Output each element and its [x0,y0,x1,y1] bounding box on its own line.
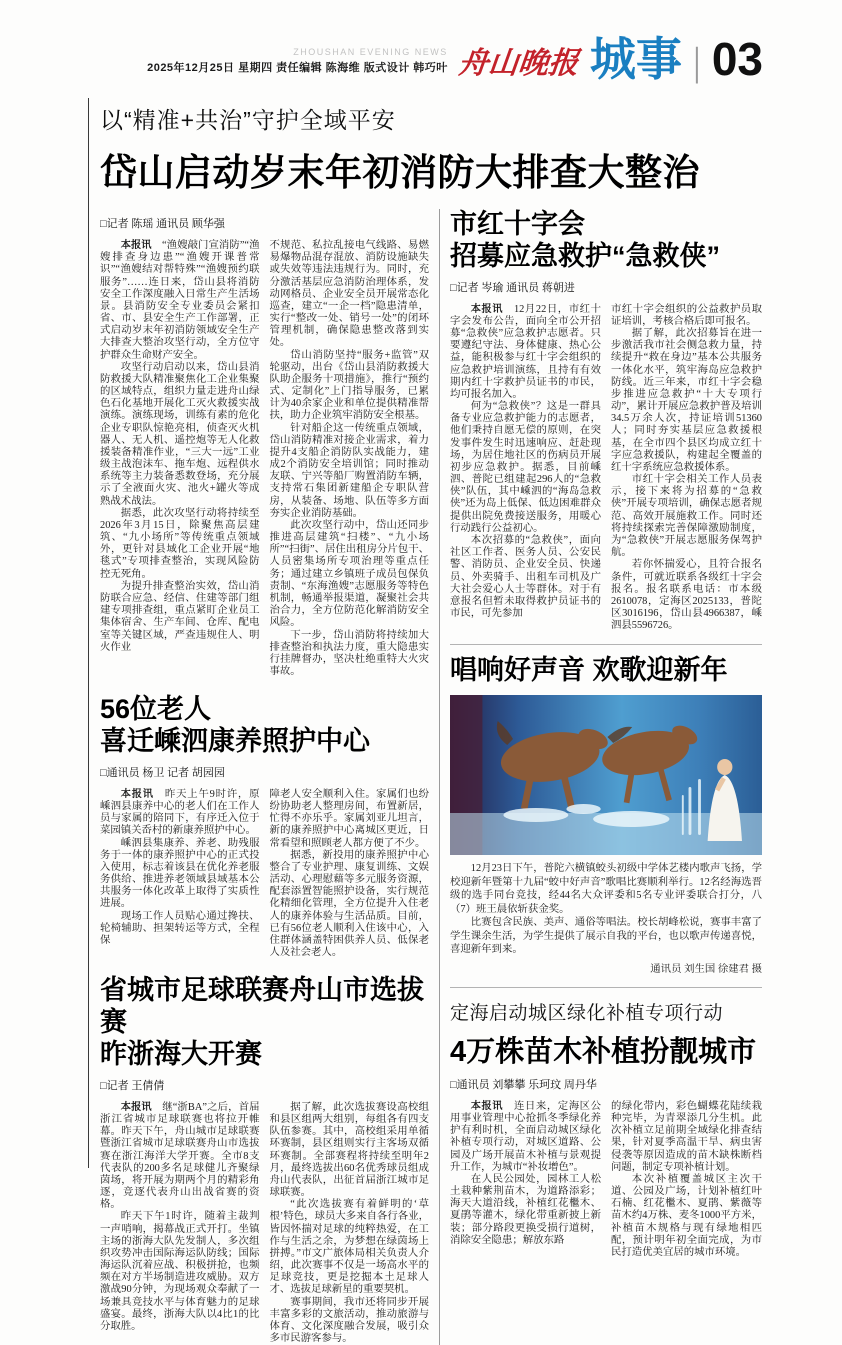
paragraph: “此次选拔赛有着鲜明的‘草根’特色，球员大多来自各行各业，皆因怀揣对足球的纯粹热爱，在工作与生活之余，为梦想在绿茵场上拼搏。”市文广旅体局相关负责人介绍，此次赛事不仅是一场高水平的足球竞技，更是挖掘本土足球人才、选拔足球新星的重要契机。 [269,1199,429,1296]
fire-byline: □记者 陈瑶 通讯员 顾华强 [100,218,225,230]
elderly-headline-line1: 56位老人 [100,694,212,725]
paragraph: 本次招募的“急救侠”，面向社区工作者、医务人员、公安民警、消防员、企业安全员、快递员、外卖骑手、出租车司机及广大社会爱心人士等群体。对于有意报名但暂未取得救护员证书的市民，可先参加 [450,534,601,620]
football-body-col2 [270,1102,430,1345]
paragraph: 本报讯 继“浙BA”之后，首届浙江省城市足球联赛也将拉开帷幕。昨天下午，舟山城市足球联赛暨浙江省城市足球联赛舟山市选拔赛在浙江海洋大学开赛。全市8支代表队的200多名足球健儿齐聚绿茵场，将开展为期两个月的精彩角逐，竞逐代表舟山出战省赛的资格。 [100,1101,260,1211]
fire-body-col2 [270,240,430,678]
paragraph: 若你怀揣爱心，且符合报名条件，可就近联系各级红十字会报名。报名联系电话：市本级2610078，定海区2025133，普陀区3016196，岱山县4966387，嵊泗县5596726。 [611,559,762,632]
football-byline: □记者 王倩倩 [100,1079,165,1092]
redcross-body-col1 [450,304,601,633]
paragraph: 12月23日下午，普陀六横镇蛟头初级中学体艺楼内歌声飞扬，学校迎新年暨第十九届“蛟中好声音”歌唱比赛顺利举行。12名经海选晋级的选手同台竞技，经44名大众评委和5名专业评委联合打分，八（7）班王晨依斩获金奖。 [450,863,762,915]
fire-headline: 岱山启动岁末年初消防大排查大整治 [100,152,700,193]
football-headline [100,975,429,1071]
football-headline-line2: 昨浙海大开赛 [100,1039,262,1070]
paragraph: 本报讯 “渔嫂敲门宣消防”“渔嫂排查身边患”“渔嫂开课普常识”“渔嫂结对帮特殊”“渔嫂预约联服务”……连日来，岱山县将消防安全工作深度融入日常生产生活场景。县消防安全专业委员会紧扣省、市、县安全生产工作部署，正式启动岁末年初消防领域安全生产大排查大整治攻坚行动，全方位守护群众生命财产安全。 [100,240,260,361]
football-headline-line1: 省城市足球联赛舟山市选拔赛 [100,975,424,1038]
separator-above-song [450,644,762,645]
paragraph: 此次攻坚行动中，岱山还同步推进高层建筑“扫楼”、“九小场所”“扫街”、居住出租房分片包干、人员密集场所专项治理等重点任务；通过建立乡镇班子成员包保负责制、“东海渔嫂”志愿服务等特色机制，畅通举报渠道，凝聚社会共治合力，全方位防范化解消防安全风险。 [269,519,429,629]
paragraph: 何为“急救侠”？这是一群具备专业应急救护能力的志愿者，他们秉持自愿无偿的原则，在突发事件发生时迅速响应、赶赴现场，为居住地社区的伤病员开展初步应急救护。据悉，目前嵊泗、普陀已组建起296人的“急救侠”队伍，其中嵊泗的“海岛急救侠”还为岛上低保、低边困难群众提供出院免费接送服务，用暖心行动践行公益初心。 [450,401,601,534]
page-number: 03 [711,33,763,85]
elderly-headline [100,694,429,758]
right-column-block [439,209,762,1345]
paragraph: 本次补植覆盖城区主次干道、公园及广场，计划补植红叶石楠、红花檵木、夏鹃、紫薇等苗木约4万株、麦冬1000平方米，补植苗木规格与现有绿地相匹配，预计明年初全面完成，为市民打造优美宜居的城市环境。 [611,1173,762,1258]
paragraph: 本报讯 昨天上午9时许，原嵊泗县康养中心的老人们在工作人员与家属的陪同下，有序迁入位于菜园镇关岙村的新康养照护中心。 [100,788,260,837]
green-headline: 4万株苗木补植扮靓城市 [450,1035,757,1068]
photo-credit: 通讯员 刘生国 徐建君 摄 [650,963,762,975]
article-fire-header [100,102,763,196]
green-kicker: 定海启动城区绿化补植专项行动 [450,1002,724,1024]
header-meta [147,47,448,82]
stage-photo-graphic [450,695,762,855]
fire-body-col1 [100,240,260,678]
paragraph: 岱山消防坚持“服务+监管”双轮驱动，出台《岱山县消防救援大队助企服务十项措施》，推行“预约式、定制化”上门指导服务，已累计为40余家企业和单位提供精准帮扶，助力企业筑牢消防安全根基。 [269,349,429,422]
article-elderly [100,694,429,959]
page-header [100,33,763,85]
paragraph: 本报讯 连日来，定海区公用事业管理中心抢抓冬季绿化养护有利时机，全面启动城区绿化补植专项行动，对城区道路、公园及广场开展苗木补植与景观提升工作，为城市“补妆增色”。 [450,1100,602,1173]
separator-above-green [450,987,762,988]
song-headline: 唱响好声音 欢歌迎新年 [450,655,728,686]
redcross-body-col2 [611,304,762,633]
paragraph: 在人民公园处，园林工人松土栽种紫荆苗木，为道路添彩；海天大道沿线，补植红花檵木、夏鹃等灌木，绿化带重新披上新装；部分路段更换受损行道树，消除安全隐患；解放东路 [450,1173,601,1246]
redcross-headline-line1: 市红十字会 [450,209,585,239]
football-body-col1 [100,1102,260,1345]
left-column-block [100,209,429,1345]
elderly-body-col1 [100,789,260,959]
fire-kicker: 以“精准+共治”守护全域平安 [100,107,396,133]
photo-story-song [450,655,762,974]
paragraph: 昨天下午1时许，随着主裁判一声哨响，揭幕战正式开打。坐镇主场的浙海大队先发制人，多次组织攻势冲击国际海运队防线；国际海运队沉着应战、积极拼抢，也频频在对方半场制造进攻威胁。双方激战90分钟，为现场观众奉献了一场兼具竞技水平与体育魅力的足球盛宴。最终，浙海大队以4比1的比分取胜。 [100,1211,260,1332]
green-body-col1 [450,1101,601,1259]
article-redcross [450,209,762,632]
page-content [100,102,763,1345]
paragraph: 据了解，此次选拔赛设高校组和县区组两大组别，每组各有四支队伍参赛。其中，高校组采用单循环赛制，县区组则实行主客场双循环赛制。全部赛程将持续至明年2月，最终选拔出60名优秀球员组成舟山代表队，出征首届浙江城市足球联赛。 [269,1101,429,1199]
paragraph: 为提升排查整治实效，岱山消防联合应急、经信、住建等部门组建专项排查组，重点紧盯企业员工集体宿舍、生产车间、仓库、配电室等关键区域，严查违规住人、明火作业 [100,580,260,653]
page-left-rule [88,98,89,1168]
date-editor-line: 2025年12月25日 星期四 责任编辑 陈海维 版式设计 韩巧叶 [147,61,448,74]
redcross-byline: □记者 岑瑜 通讯员 蒋朝进 [450,281,575,294]
paragraph: 针对船企这一传统重点领域，岱山消防精准对接企业需求，着力提升4支船企消防队实战能力，建成2个消防安全培训馆；同时推动友联、宁兴等船厂购置消防车辆，支持常石集团新建船企专职队营房，从装备、场地、队伍等多方面夯实企业消防基础。 [269,422,429,519]
masthead-english: ZHOUSHAN EVENING NEWS [293,46,448,57]
elderly-body-col2 [270,789,430,959]
paragraph: 不规范、私拉乱接电气线路、易燃易爆物品混存混放、消防设施缺失或失效等违法违规行为。同时，充分激活基层应急消防治理体系，发动网格员、企业安全员开展常态化巡查，建立“一企一档”隐患清单，实行“整改一处、销号一处”的闭环管理机制，确保隐患整改落到实处。 [269,240,429,349]
stage-photo [450,695,762,855]
photo-caption [450,862,762,957]
paragraph: 据了解，此次招募旨在进一步激活我市社会侧急救力量，持续提升“救在身边”基本公共服务一体化水平，筑牢海岛应急救护防线。近三年来，市红十字会稳步推进应急救护“十大专项行动”，累计开展应急救护普及培训34.5万余人次，持证培训51360人；同时夯实基层应急救援根基，在全市四个县区均成立红十字应急救援队，构建起全覆盖的红十字系统应急救援体系。 [611,328,762,473]
paragraph: 障老人安全顺利入住。家属们也纷纷协助老人整理房间，布置新居，忙得不亦乐乎。家属刘亚儿坦言，新的康养照护中心离城区更近，日常看望和照顾老人都方便了不少。 [269,788,429,849]
paragraph: 市红十字会相关工作人员表示，接下来将为招募的“急救侠”开展专项培训，确保志愿者规范、高效开展施救工作。同时还将持续探索完善保障激励制度，为“急救侠”开展志愿服务保驾护航。 [611,474,762,559]
paragraph: 嵊泗县集康养、养老、助残服务于一体的康养照护中心的正式投入使用，标志着该县在优化养老服务供给、推进养老领域县域基本公共服务一体化改革上取得了实质性进展。 [100,837,260,910]
paragraph: 现场工作人员贴心通过搀扶、轮椅辅助、担架转运等方式，全程保 [100,910,260,946]
section-title: 城事 [589,33,682,85]
paragraph: 赛事期间，我市还将同步开展丰富多彩的文旅活动，推动旅游与体育、文化深度融合发展，吸引众多市民游客参与。 [269,1296,429,1345]
green-byline: □通讯员 刘攀攀 乐珂玟 周丹华 [450,1078,597,1091]
header-pipe-divider: | [692,38,701,84]
redcross-headline-line2: 招募应急救护“急救侠” [450,240,720,271]
article-football [100,975,429,1345]
paragraph: 下一步，岱山消防将持续加大排查整治和执法力度，重大隐患实行挂牌督办，坚决杜绝重特大火灾事故。 [269,629,429,678]
paragraph: 据悉，新投用的康养照护中心整合了专业护理、康复训练、文娱活动、心理慰藉等多元服务资源，配套添置智能照护设备，实行规范化精细化管理，全方位提升入住老人的康养体验与生活品质。目前，已有56位老人顺利入住该中心，入住群体涵盖特困供养人员、低保老人及社会老人。 [269,849,429,959]
green-body-col2 [611,1101,762,1259]
paragraph: 的绿化带内，彩色蝴蝶花陆续栽种完毕，为青翠添几分生机。此次补植立足前期全域绿化排查结果，针对夏季高温干旱、病虫害侵袭等原因造成的苗木缺株断档问题，制定专项补植计划。 [611,1100,762,1173]
paragraph: 攻坚行动启动以来，岱山县消防救援大队精准聚焦化工企业集聚的区域特点，组织力量走进舟山绿色石化基地开展化工灭火救援实战演练。演练现场，训练有素的危化企业专职队惊艳亮相，侦查灭火机器人、无人机、遥控炮等无人化救援装备精准作业，“三大一远”工业级主战泡沫车、拖车炮、远程供水系统等主力装备悉数登场，充分展示了全液面火灾、池火+罐火等成熟战术战法。 [100,361,260,507]
article-green [450,998,762,1259]
paragraph: 据悉，此次攻坚行动将持续至2026年3月15日，除聚焦高层建筑、“九小场所”等传统重点领域外，更针对县域化工企业开展“地毯式”专项排查整治，实现风险防控无死角。 [100,507,260,580]
paragraph: 比赛包含民族、美声、通俗等唱法。校长胡峰松说，赛事丰富了学生课余生活，为学生提供了展示自我的平台，也以歌声传递喜悦，喜迎新年到来。 [450,917,762,956]
redcross-headline [450,209,762,273]
article-fire-body [100,215,429,678]
paragraph: 市红十字会组织的公益救护员取证培训，考核合格后即可报名。 [611,303,762,327]
paragraph: 本报讯 12月22日，市红十字会发布公告，面向全市公开招募“急救侠”应急救护志愿者。只要遵纪守法、身体健康、热心公益，能积极参与红十字会组织的应急救护培训演练，且持有有效期内红十字救护员证书的市民，均可报名加入。 [450,303,602,400]
newspaper-logo: 舟山晚报 [456,45,580,81]
elderly-byline: □通讯员 杨卫 记者 胡园园 [100,766,225,779]
elderly-headline-line2: 喜迁嵊泗康养照护中心 [100,726,370,757]
